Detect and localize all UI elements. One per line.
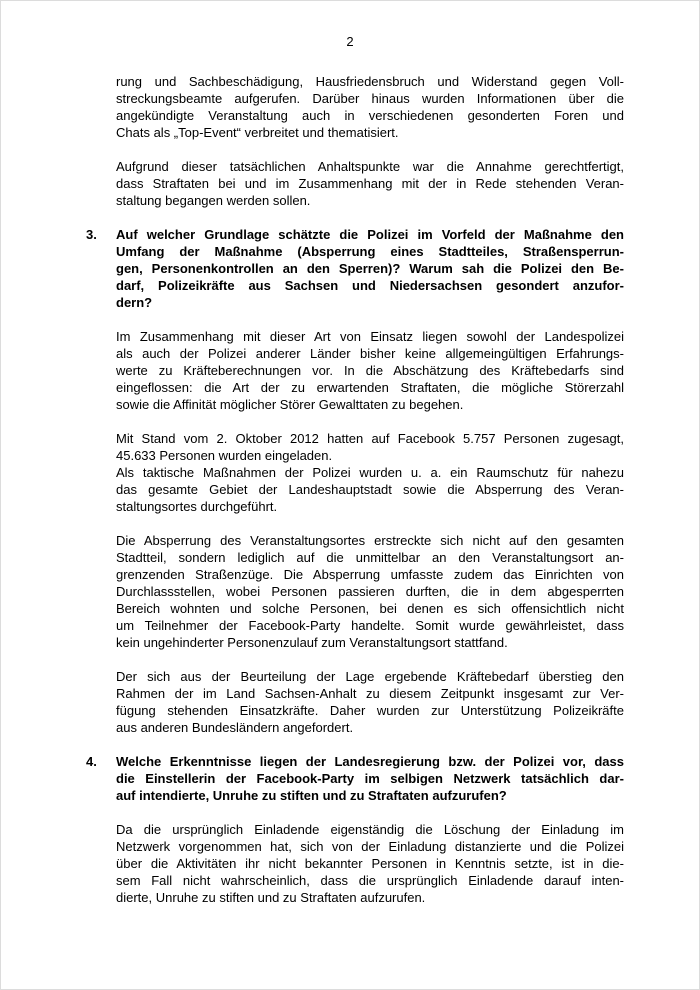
text-line: Rahmen der im Land Sachsen-Anhalt zu diesem Zeitpunkt insgesamt zur Ver- [116,686,624,701]
text-line: Stadtteil, sondern lediglich auf die unmittelbar an den Veranstaltungsort an- [116,550,624,565]
question-block [86,753,624,804]
paragraph-block [116,328,624,413]
paragraph-block [116,532,624,651]
text-line: dierte, Unruhe zu stiften und zu Straftaten aufzurufen. [116,890,426,905]
text-line: fügung stehenden Einsatzkräfte. Daher wurden zur Unterstützung Polizeikräfte [116,703,624,718]
text-line: darf, Polizeikräfte aus Sachsen und Niedersachsen gesondert anzufor- [116,278,624,293]
paragraph-block [116,158,624,209]
text-line: Netzwerk vorgenommen hat, sich von der Einladung distanzierte und die Polizei [116,839,624,854]
text-line: Umfang der Maßnahme (Absperrung eines Stadtteiles, Straßensperrun- [116,244,624,259]
question-number: 3. [86,227,97,242]
paragraph-block [116,821,624,906]
text-line: Welche Erkenntnisse liegen der Landesregierung bzw. der Polizei vor, dass [116,754,624,769]
text-line: grenzenden Straßenzüge. Die Absperrung umfasste zudem das Einrichten von [116,567,624,582]
text-line: um Teilnehmer der Facebook-Party handelte. Somit wurde gewährleistet, dass [116,618,624,633]
page-number: 2 [346,34,354,49]
text-line: dass Straftaten bei und im Zusammenhang mit der in Rede stehenden Veran- [116,176,624,191]
text-line: als auch der Polizei anderer Länder bisher keine allgemeingültigen Erfahrungs- [116,346,624,361]
paragraph-block [116,73,624,141]
text-line: über die Aktivitäten ihr nicht bekannter Personen in Kenntnis setzte, ist in die- [116,856,624,871]
document-body [86,73,624,923]
text-line: werte zu Kräfteberechnungen vor. In die Abschätzung des Kräftebedarfs sind [116,363,624,378]
text-line: aus anderen Bundesländern angefordert. [116,720,354,735]
text-line: das gesamte Gebiet der Landeshauptstadt sowie die Absperrung des Veran- [116,482,624,497]
text-line: Chats als „Top-Event“ verbreitet und thematisiert. [116,125,399,140]
text-line: staltung begangen werden sollen. [116,193,311,208]
text-line: Da die ursprünglich Einladende eigenständig die Löschung der Einladung im [116,822,624,837]
text-line: die Einstellerin der Facebook-Party im selbigen Netzwerk tatsächlich dar- [116,771,624,786]
text-line: dern? [116,295,153,310]
text-line: staltungsortes durchgeführt. [116,499,278,514]
text-line: sem Fall nicht wahrscheinlich, dass die ursprünglich Einladende darauf inten- [116,873,624,888]
text-line: sowie die Affinität möglicher Störer Gewalttaten zu begehen. [116,397,464,412]
text-line: Der sich aus der Beurteilung der Lage ergebende Kräftebedarf überstieg den [116,669,624,684]
text-line: 45.633 Personen wurden eingeladen. [116,448,333,463]
text-line: kein ungehinderter Personenzulauf zum Veranstaltungsort stattfand. [116,635,508,650]
text-line: Als taktische Maßnahmen der Polizei wurden u. a. ein Raumschutz für nahezu [116,465,624,480]
text-line: Die Absperrung des Veranstaltungsortes erstreckte sich nicht auf den gesamten [116,533,624,548]
text-line: eingeflossen: die Art der zu erwartenden Straftaten, die mögliche Störerzahl [116,380,624,395]
text-line: Aufgrund dieser tatsächlichen Anhaltspunkte war die Annahme gerechtfertigt, [116,159,624,174]
text-line: Im Zusammenhang mit dieser Art von Einsatz liegen sowohl der Landespolizei [116,329,624,344]
question-number: 4. [86,754,97,769]
text-line: streckungsbeamte aufgerufen. Darüber hinaus wurden Informationen über die [116,91,624,106]
paragraph-block [116,430,624,515]
question-block [86,226,624,311]
text-line: rung und Sachbeschädigung, Hausfriedensbruch und Widerstand gegen Voll- [116,74,624,89]
paragraph-block [116,668,624,736]
text-line: Bereich wohnten und solche Personen, bei denen es sich offensichtlich nicht [116,601,624,616]
text-line: Auf welcher Grundlage schätzte die Polizei im Vorfeld der Maßnahme den [116,227,624,242]
text-line: Mit Stand vom 2. Oktober 2012 hatten auf Facebook 5.757 Personen zugesagt, [116,431,624,446]
text-line: gen, Personenkontrollen an den Sperren)? Warum sah die Polizei den Be- [116,261,624,276]
text-line: auf intendierte, Unruhe zu stiften und zu Straftaten aufzurufen? [116,788,507,803]
text-line: angekündigte Veranstaltung auch in verschiedenen gesonderten Foren und [116,108,624,123]
text-line: Durchlassstellen, wobei Personen passieren durften, die in dem abgesperrten [116,584,624,599]
